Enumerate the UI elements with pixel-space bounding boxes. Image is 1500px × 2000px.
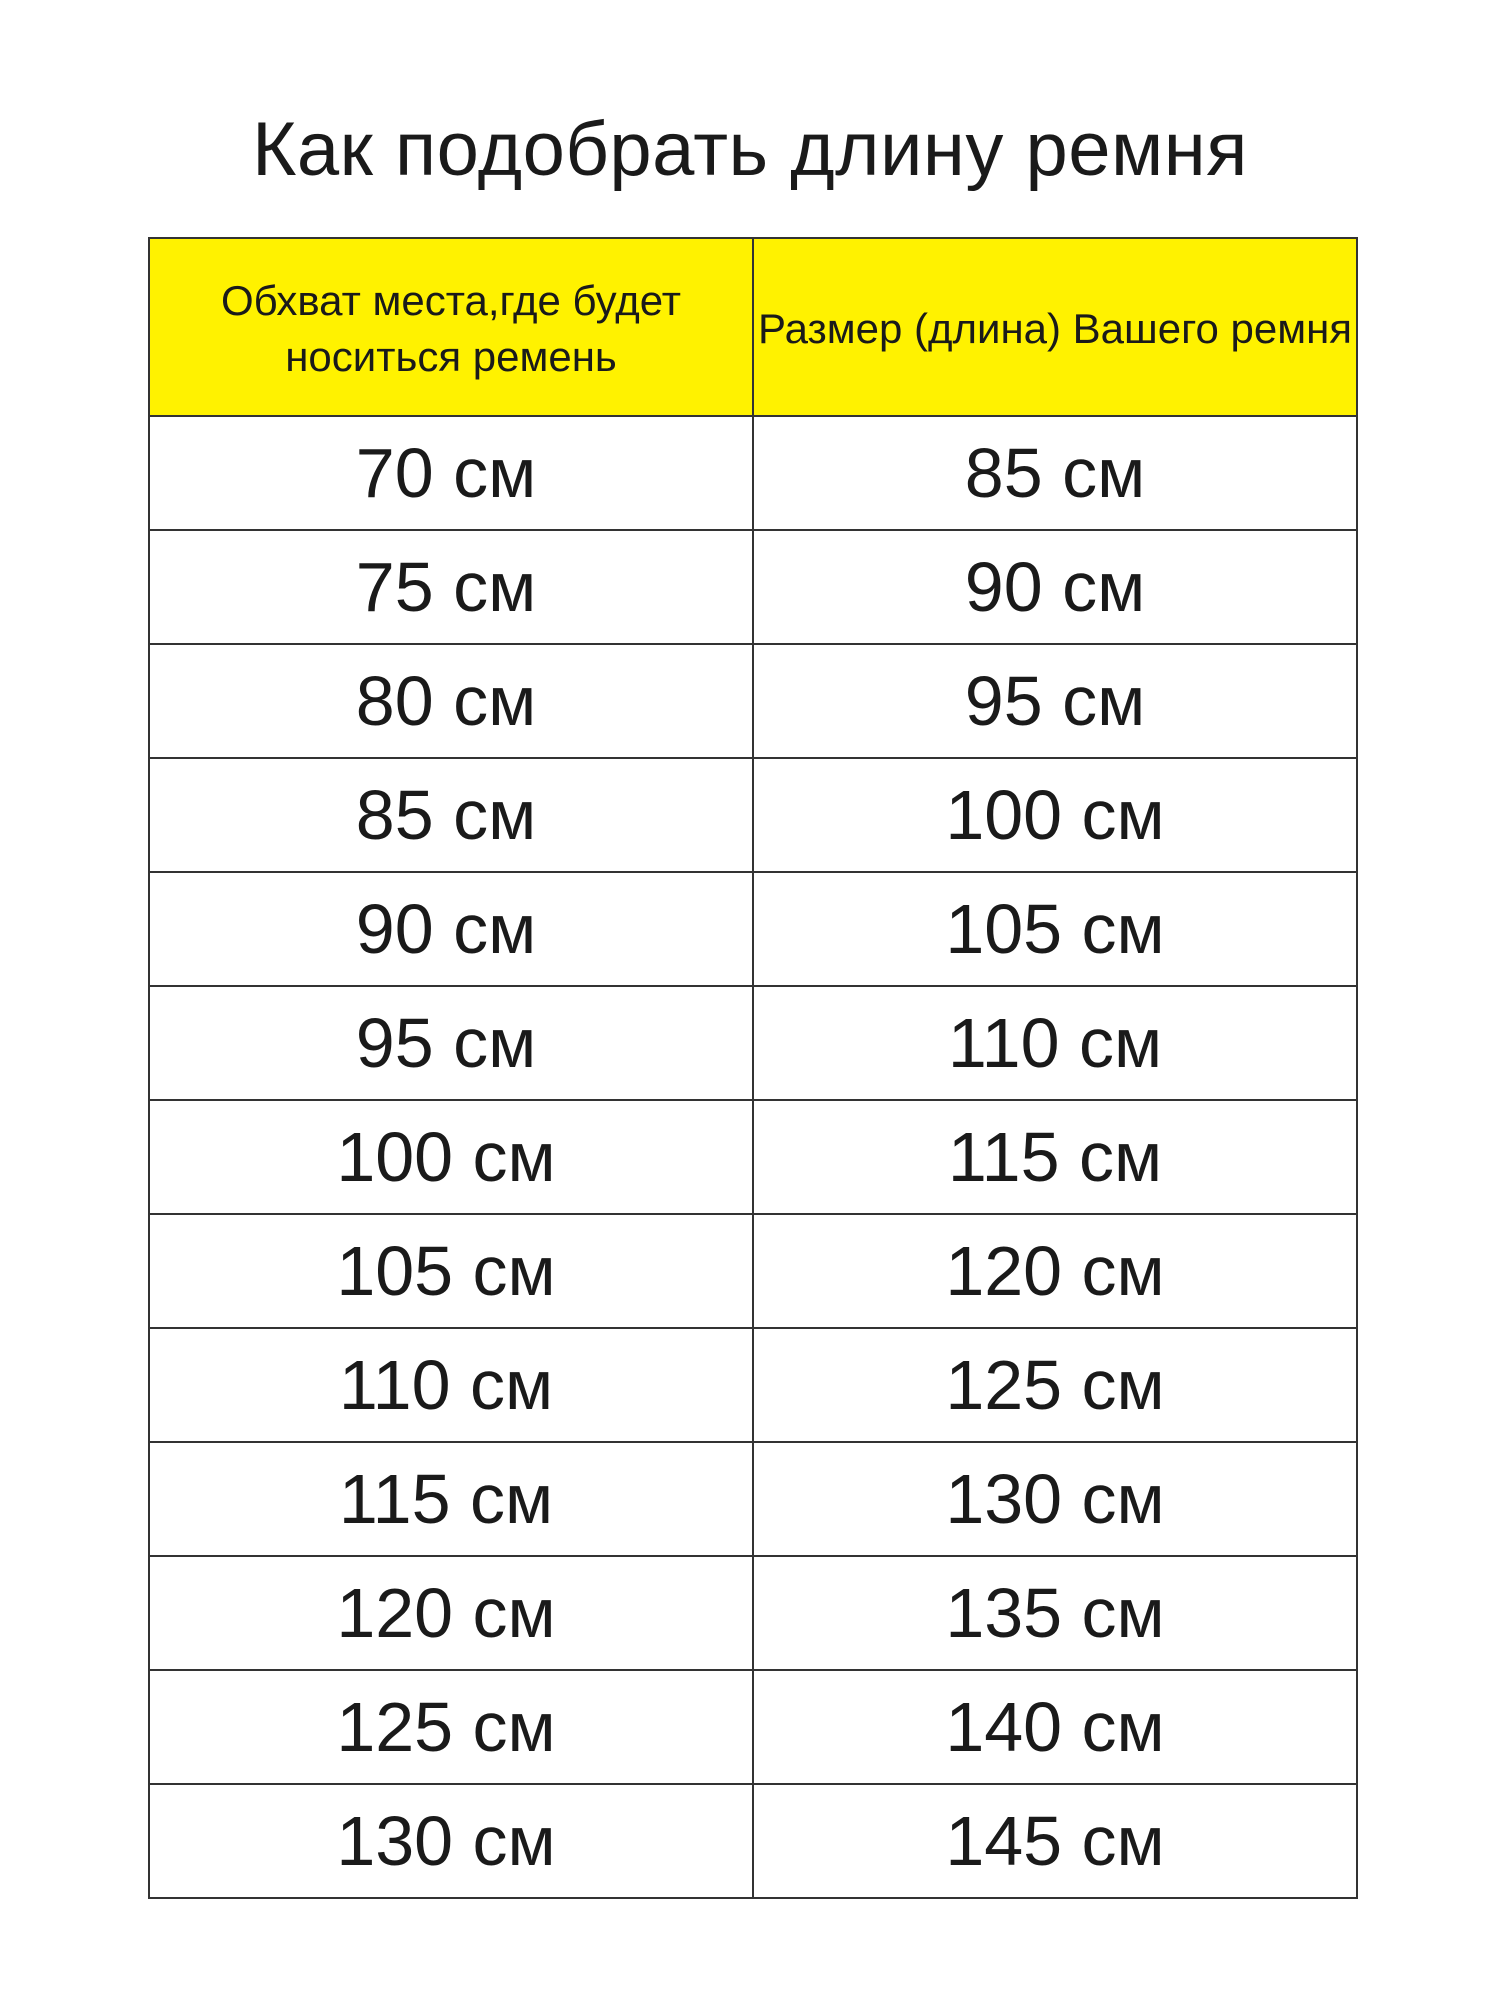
belt-size-table [148,237,1358,1899]
waist-cell: 125 см [149,1670,753,1784]
table-header-row [149,238,1357,416]
belt-length-cell: 105 см [753,872,1357,986]
table-row [149,1214,1357,1328]
belt-length-cell: 145 см [753,1784,1357,1898]
waist-cell: 75 см [149,530,753,644]
page-title: Как подобрать длину ремня [252,107,1248,192]
table-row [149,1556,1357,1670]
waist-cell: 115 см [149,1442,753,1556]
belt-length-cell: 120 см [753,1214,1357,1328]
waist-cell: 130 см [149,1784,753,1898]
table-row [149,758,1357,872]
table-row [149,1670,1357,1784]
table-row [149,1328,1357,1442]
table-row [149,530,1357,644]
belt-length-cell: 90 см [753,530,1357,644]
table-row [149,1442,1357,1556]
table-row [149,1784,1357,1898]
belt-length-cell: 130 см [753,1442,1357,1556]
belt-length-cell: 95 см [753,644,1357,758]
table-row [149,1100,1357,1214]
belt-length-cell: 85 см [753,416,1357,530]
waist-cell: 95 см [149,986,753,1100]
belt-length-cell: 125 см [753,1328,1357,1442]
belt-length-cell: 110 см [753,986,1357,1100]
waist-cell: 90 см [149,872,753,986]
belt-length-cell: 100 см [753,758,1357,872]
waist-cell: 80 см [149,644,753,758]
belt-length-cell: 140 см [753,1670,1357,1784]
belt-length-cell: 135 см [753,1556,1357,1670]
table-row [149,416,1357,530]
waist-cell: 110 см [149,1328,753,1442]
table-row [149,872,1357,986]
header-belt-length: Размер (длина) Вашего ремня [753,238,1357,416]
belt-length-cell: 115 см [753,1100,1357,1214]
header-waist-circumference: Обхват места,где будет носиться ремень [149,238,753,416]
table-row [149,986,1357,1100]
waist-cell: 120 см [149,1556,753,1670]
waist-cell: 70 см [149,416,753,530]
table-row [149,644,1357,758]
waist-cell: 85 см [149,758,753,872]
waist-cell: 105 см [149,1214,753,1328]
waist-cell: 100 см [149,1100,753,1214]
